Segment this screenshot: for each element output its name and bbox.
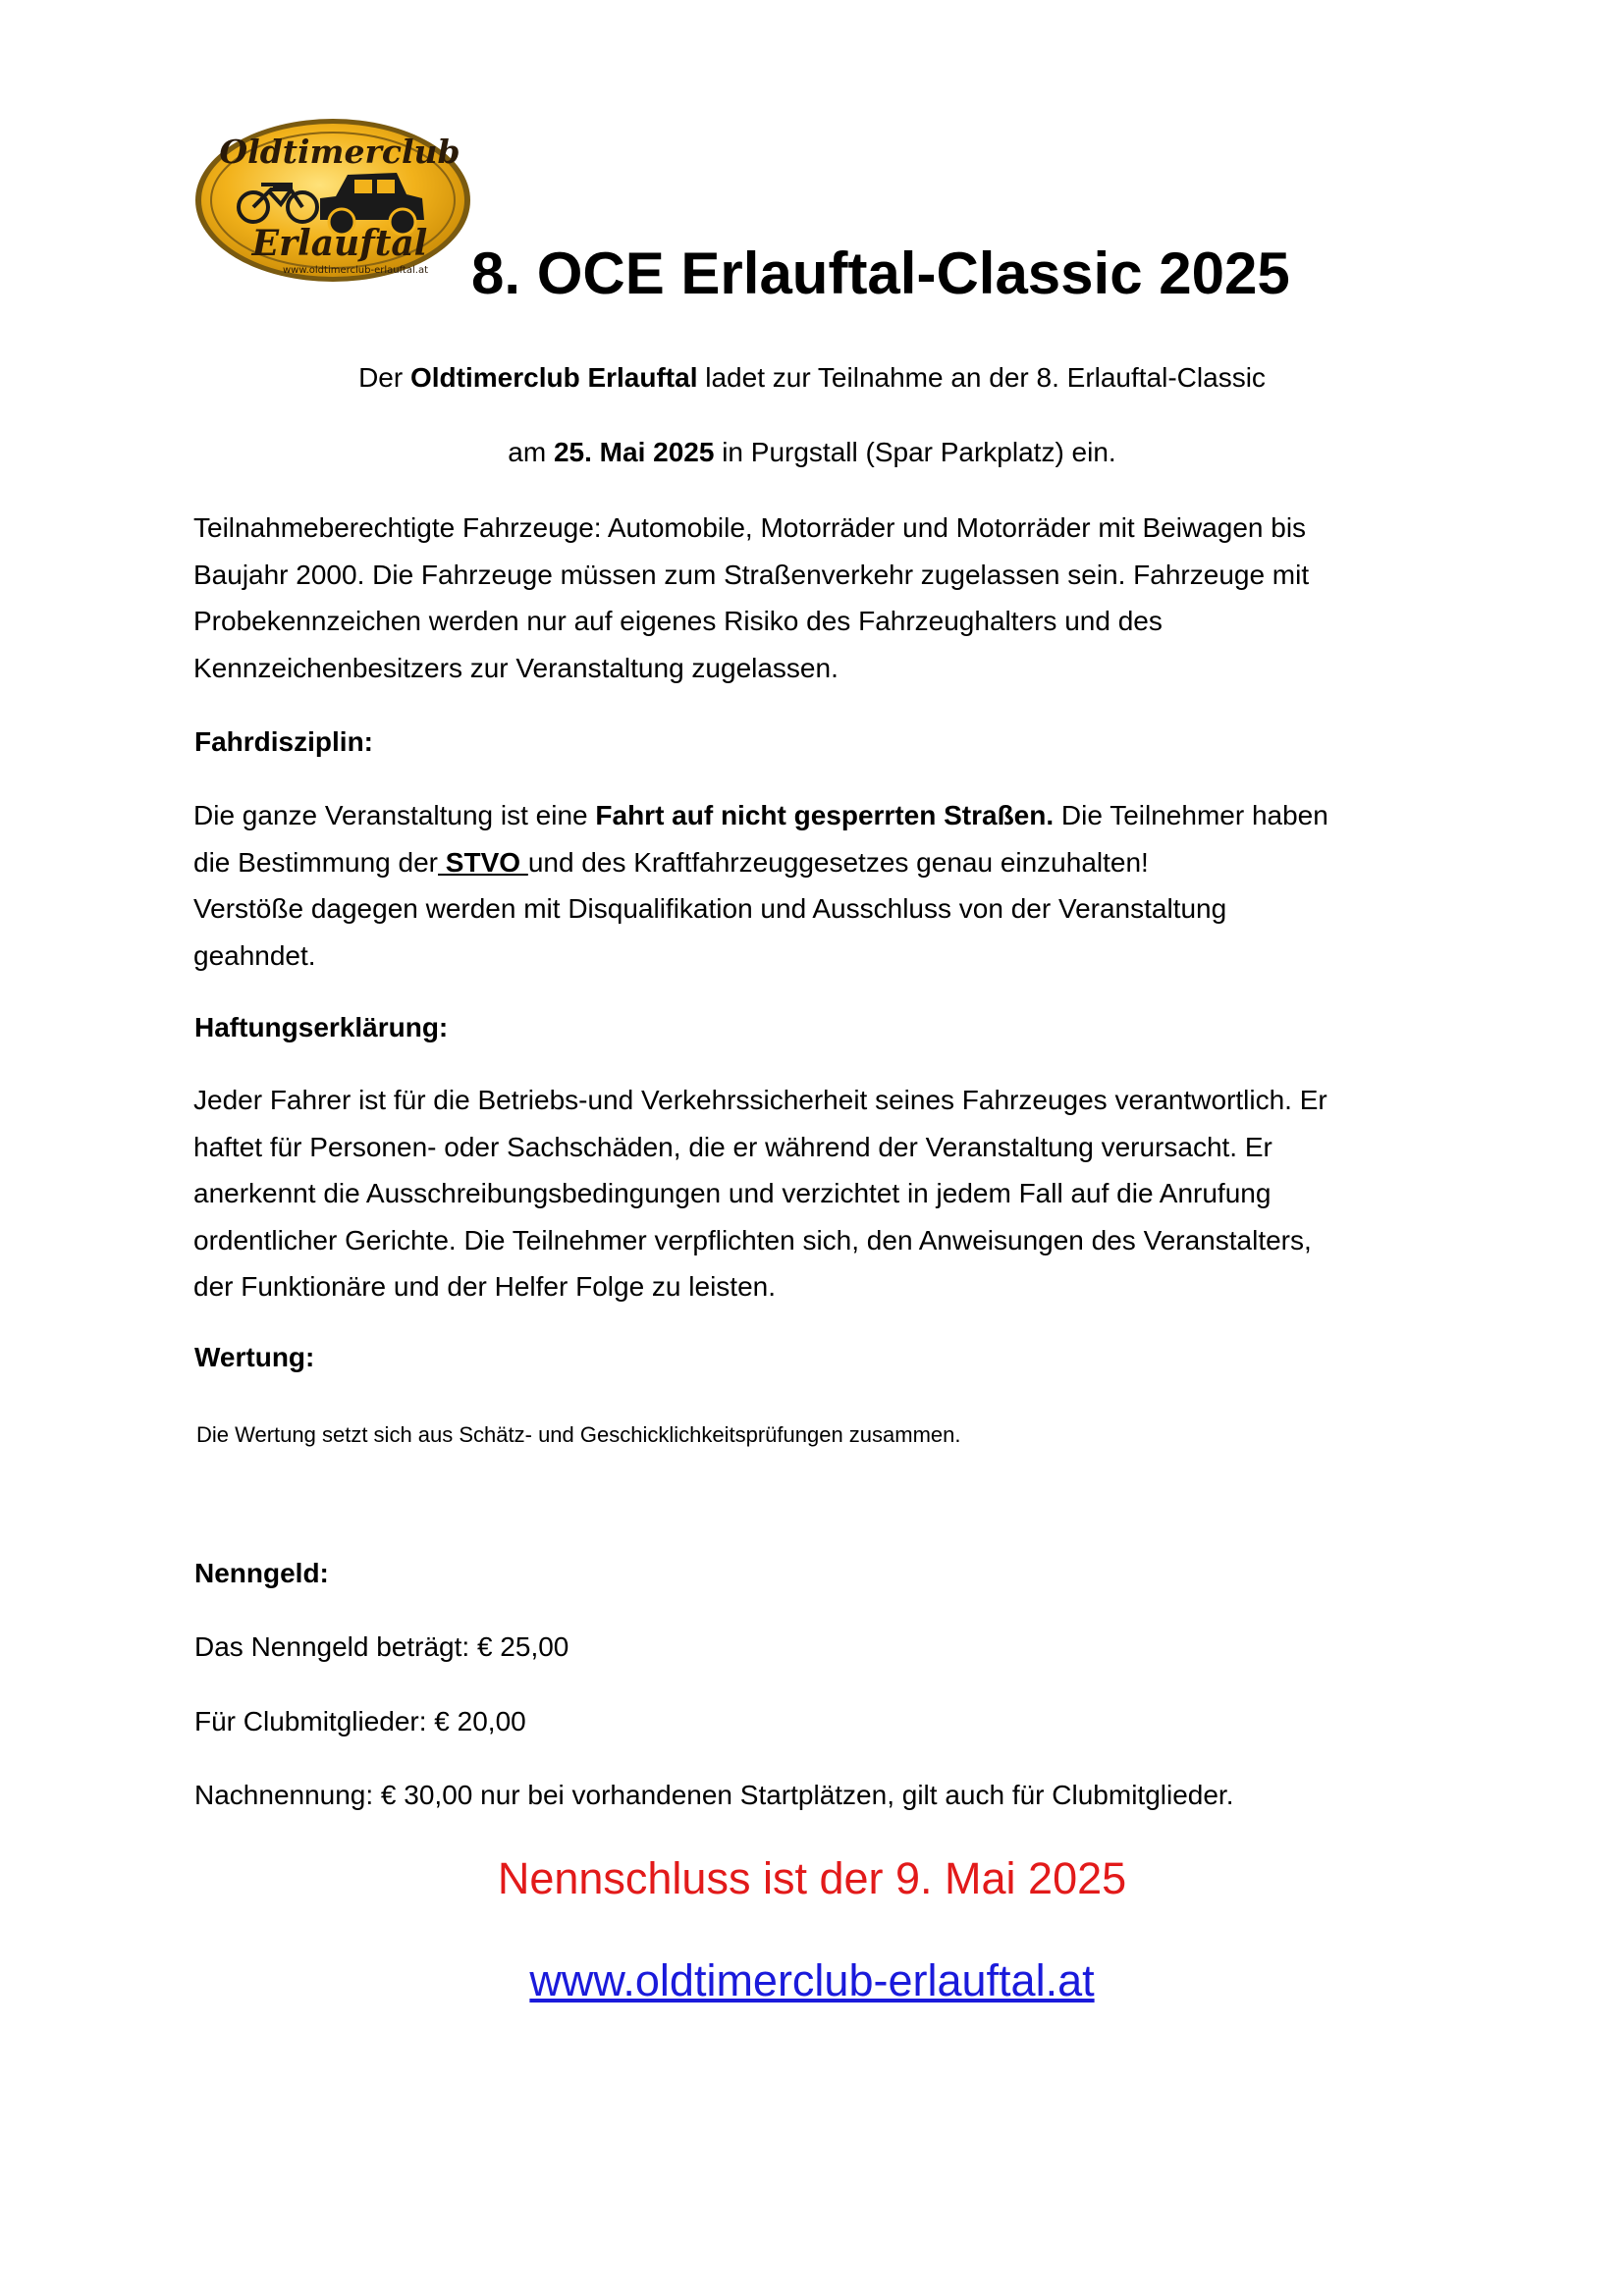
wertung-text: Die Wertung setzt sich aus Schätz- und Geschicklichkeitsprüfungen zusammen. (196, 1422, 961, 1447)
paragraph-line: ordentlicher Gerichte. Die Teilnehmer verpflichten sich, den Anweisungen des Veranstalters, (193, 1224, 1312, 1255)
intro-line-1: Der Oldtimerclub Erlauftal ladet zur Teilnahme an der 8. Erlauftal-Classic (358, 362, 1266, 393)
paragraph-line: der Funktionäre und der Helfer Folge zu leisten. (193, 1271, 776, 1302)
paragraph-line: Die ganze Veranstaltung ist eine Fahrt auf nicht gesperrten Straßen. Die Teilnehmer haben (193, 800, 1328, 830)
website-link[interactable]: www.oldtimerclub-erlauftal.at (529, 1955, 1095, 2005)
paragraph-line: Jeder Fahrer ist für die Betriebs-und Verkehrssicherheit seines Fahrzeuges verantwortlich. Er (193, 1085, 1327, 1115)
haftung-paragraph (193, 1077, 1470, 1310)
svg-text:www.oldtimerclub-erlauftal.at: www.oldtimerclub-erlauftal.at (282, 265, 429, 276)
fahrdisziplin-paragraph (193, 792, 1470, 979)
intro-line-2: am 25. Mai 2025 in Purgstall (Spar Parkplatz) ein. (508, 437, 1116, 467)
paragraph-line: Baujahr 2000. Die Fahrzeuge müssen zum Straßenverkehr zugelassen sein. Fahrzeuge mit (193, 559, 1310, 590)
paragraph-line: Kennzeichenbesitzers zur Veranstaltung zugelassen. (193, 652, 839, 683)
haftung-heading: Haftungserklärung: (194, 1012, 449, 1042)
fahrdisziplin-heading: Fahrdisziplin: (194, 726, 373, 757)
paragraph-line: Probekennzeichen werden nur auf eigenes Risiko des Fahrzeughalters und des (193, 606, 1163, 636)
svg-text:Oldtimerclub: Oldtimerclub (219, 133, 460, 171)
svg-text:Erlauftal: Erlauftal (251, 223, 428, 264)
wertung-heading: Wertung: (194, 1342, 315, 1372)
nenngeld-fee: Das Nenngeld beträgt: € 25,00 (194, 1631, 569, 1662)
deadline-notice: Nennschluss ist der 9. Mai 2025 (497, 1853, 1127, 1903)
club-logo (192, 116, 473, 285)
paragraph-line: anerkennt die Ausschreibungsbedingungen und verzichtet in jedem Fall auf die Anrufung (193, 1178, 1272, 1208)
page-title: 8. OCE Erlauftal-Classic 2025 (471, 240, 1290, 306)
paragraph-line: Verstöße dagegen werden mit Disqualifikation und Ausschluss von der Veranstaltung (193, 893, 1227, 924)
stvo-term: STVO (438, 846, 528, 878)
paragraph-line: die Bestimmung der STVO und des Kraftfahrzeuggesetzes genau einzuhalten! (193, 846, 1149, 878)
paragraph-line: haftet für Personen- oder Sachschäden, die er während der Veranstaltung verursacht. Er (193, 1131, 1272, 1162)
website-link-row (0, 1955, 1624, 2006)
nenngeld-heading: Nenngeld: (194, 1558, 329, 1588)
vehicles-paragraph (193, 505, 1470, 691)
nenngeld-late: Nachnennung: € 30,00 nur bei vorhandenen Startplätzen, gilt auch für Clubmitglieder. (194, 1780, 1234, 1810)
paragraph-line: geahndet. (193, 939, 316, 971)
nenngeld-members: Für Clubmitglieder: € 20,00 (194, 1706, 526, 1736)
paragraph-line: Teilnahmeberechtigte Fahrzeuge: Automobile, Motorräder und Motorräder mit Beiwagen bis (193, 512, 1307, 543)
